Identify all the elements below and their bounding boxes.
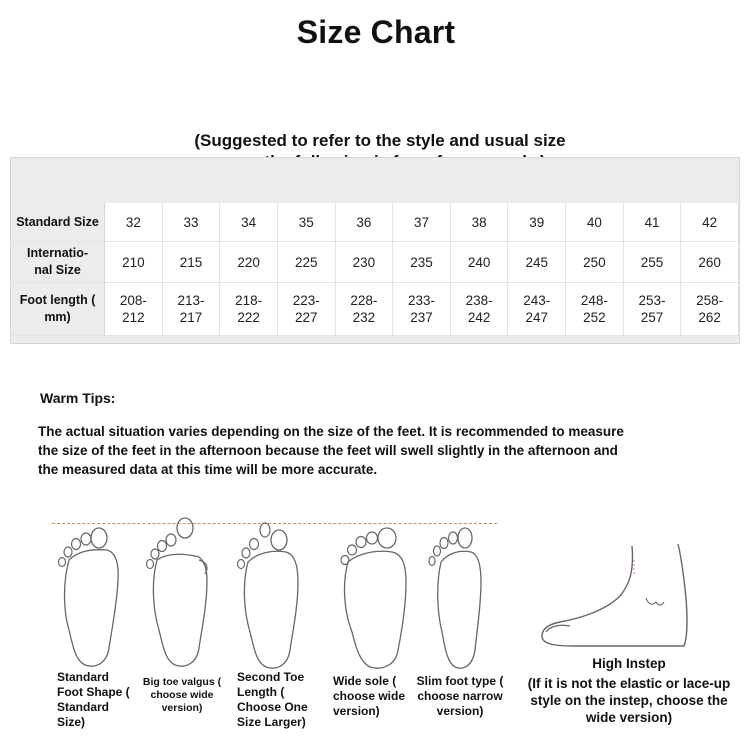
range-start: 248- — [580, 293, 608, 308]
range-end: 242 — [467, 310, 491, 325]
table-cell: 250 — [566, 242, 624, 283]
tips-line: The actual situation varies depending on the size of the feet. It is recommended to measure — [38, 424, 624, 439]
page-title: Size Chart — [296, 14, 456, 50]
caption-line: Wide sole ( — [333, 674, 397, 688]
range-start: 233- — [407, 293, 435, 308]
caption-line: Size) — [57, 715, 86, 729]
table-cell: 37 — [393, 203, 451, 242]
table-cell — [336, 283, 394, 336]
tips-line: the size of the feet in the afternoon because the feet will swell slightly in the afternoon and — [38, 443, 618, 458]
warm-tips-label: Warm Tips: — [40, 390, 116, 406]
table-cell: 240 — [451, 242, 509, 283]
slim-foot-icon — [425, 520, 491, 670]
range-start: 213- — [177, 293, 205, 308]
high-instep-foot-icon — [534, 540, 694, 650]
range-start: 228- — [350, 293, 378, 308]
table-cell: 40 — [566, 203, 624, 242]
table-cell: 39 — [508, 203, 566, 242]
caption-line: Second Toe — [237, 670, 305, 684]
table-cell — [105, 283, 163, 336]
row-header: Standard Size — [11, 203, 105, 242]
range-start: 223- — [292, 293, 320, 308]
row-header-line: nal Size — [34, 263, 81, 277]
table-cell: 225 — [278, 242, 336, 283]
range-start: 218- — [235, 293, 263, 308]
range-end: 252 — [583, 310, 606, 325]
second-toe-foot-icon — [236, 520, 308, 670]
table-cell: 33 — [163, 203, 221, 242]
caption-line: Choose One — [237, 700, 308, 714]
high-instep-title: High Instep — [592, 656, 666, 671]
wide-sole-caption — [333, 674, 405, 719]
table-cell: 42 — [681, 203, 739, 242]
row-header-line: Internatio- — [26, 246, 89, 260]
caption-line: Length ( — [237, 685, 285, 699]
table-cell — [566, 283, 624, 336]
row-header-line: mm) — [44, 310, 71, 324]
big-toe-valgus-caption — [139, 676, 225, 715]
table-cell — [393, 283, 451, 336]
table-cell: 210 — [105, 242, 163, 283]
table-cell — [508, 283, 566, 336]
caption-line: Slim foot type ( — [416, 674, 504, 688]
table-cell: 230 — [336, 242, 394, 283]
range-start: 238- — [465, 293, 493, 308]
table-cell — [220, 283, 278, 336]
table-cell — [278, 283, 336, 336]
second-toe-caption — [237, 670, 308, 730]
table-cell: 36 — [336, 203, 394, 242]
caption-line: choose wide — [150, 689, 214, 701]
big-toe-valgus-foot-icon — [145, 516, 215, 670]
table-cell: 32 — [105, 203, 163, 242]
table-cell: 35 — [278, 203, 336, 242]
range-start: 253- — [638, 293, 666, 308]
range-end: 222 — [237, 310, 260, 325]
row-header — [11, 242, 105, 283]
range-start: 258- — [696, 293, 724, 308]
caption-line: choose wide — [333, 689, 406, 703]
table-cell: 215 — [163, 242, 221, 283]
table-row-international-size — [11, 242, 739, 283]
row-header-line: Foot length ( — [19, 293, 96, 307]
table-cell: 41 — [624, 203, 682, 242]
range-end: 227 — [294, 310, 318, 325]
range-start: 243- — [523, 293, 551, 308]
range-end: 262 — [698, 310, 721, 325]
table-row-foot-length — [11, 283, 739, 336]
table-cell: 38 — [451, 203, 509, 242]
wide-sole-foot-icon — [340, 520, 410, 670]
table-cell — [451, 283, 509, 336]
row-header — [11, 283, 105, 336]
caption-line: Big toe valgus ( — [142, 676, 222, 688]
table-cell — [163, 283, 221, 336]
table-cell: 245 — [508, 242, 566, 283]
range-end: 237 — [410, 310, 433, 325]
caption-line: version) — [333, 704, 380, 718]
size-table-panel — [10, 157, 740, 344]
table-cell: 260 — [681, 242, 739, 283]
range-end: 257 — [640, 310, 664, 325]
caption-line: (If it is not the elastic or lace-up — [527, 676, 731, 691]
caption-line: version) — [436, 704, 484, 718]
table-cell — [681, 283, 739, 336]
table-cell: 235 — [393, 242, 451, 283]
range-end: 247 — [525, 310, 548, 325]
range-end: 232 — [352, 310, 376, 325]
warm-tips-text — [38, 422, 698, 479]
table-cell — [624, 283, 682, 336]
subtitle-line: (Suggested to refer to the style and usual size — [194, 131, 566, 150]
caption-line: Size Larger) — [237, 715, 306, 729]
tips-line: the measured data at this time will be more accurate. — [38, 462, 378, 477]
standard-foot-icon — [55, 522, 125, 670]
caption-line: Foot Shape ( — [57, 685, 130, 699]
caption-line: style on the instep, choose the — [530, 693, 728, 708]
caption-line: Standard — [57, 670, 110, 684]
caption-line: Standard — [57, 700, 110, 714]
table-cell: 255 — [624, 242, 682, 283]
range-start: 208- — [119, 293, 147, 308]
high-instep-caption — [518, 655, 740, 726]
standard-foot-caption — [57, 670, 130, 730]
slim-foot-caption — [412, 674, 508, 719]
caption-line: wide version) — [585, 710, 673, 725]
caption-line: choose narrow — [417, 689, 503, 703]
caption-line: version) — [161, 702, 203, 714]
table-cell: 34 — [220, 203, 278, 242]
table-cell: 220 — [220, 242, 278, 283]
size-table — [11, 203, 739, 336]
table-row-standard-size — [11, 203, 739, 242]
range-end: 212 — [122, 310, 145, 325]
range-end: 217 — [179, 310, 203, 325]
